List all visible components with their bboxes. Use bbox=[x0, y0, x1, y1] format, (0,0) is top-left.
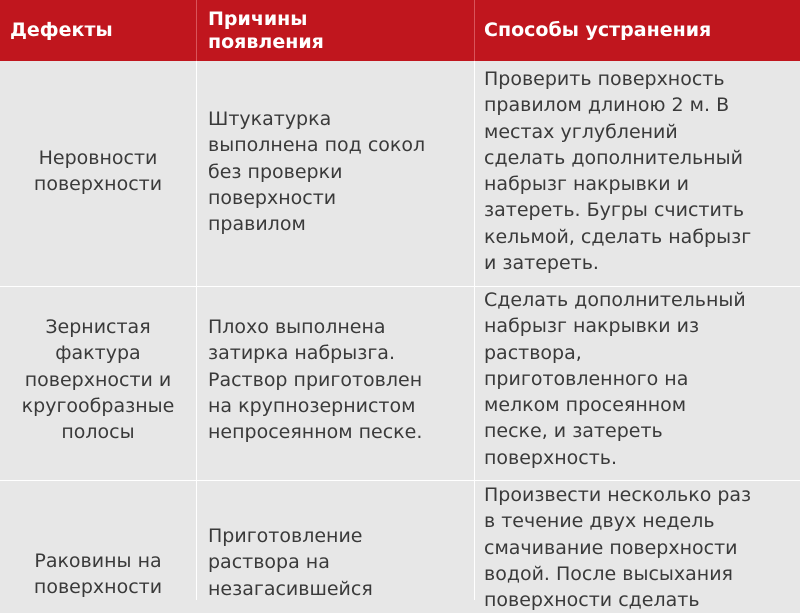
defect-cell bbox=[2, 314, 194, 445]
remedy-text-line: раствора, bbox=[484, 341, 582, 364]
remedy-text-line: и затереть. bbox=[484, 252, 599, 275]
remedy-text-line: водой. После высыхания bbox=[484, 562, 733, 585]
cause-cell bbox=[208, 523, 470, 602]
remedy-text-line: поверхности сделать bbox=[484, 589, 700, 612]
cause-text-line: Штукатурка bbox=[208, 108, 332, 130]
defect-text-line: полосы bbox=[61, 421, 135, 444]
table-header bbox=[0, 0, 800, 61]
defect-text-line: Неровности bbox=[38, 147, 158, 169]
remedy-text-line: сделать дополнительный bbox=[484, 146, 743, 169]
remedy-text-line: приготовленного на bbox=[484, 367, 689, 390]
remedy-cell bbox=[484, 66, 794, 276]
header-causes-label-line1: Причины bbox=[208, 7, 308, 30]
defect-cell bbox=[2, 145, 194, 198]
remedy-text-line: песке, и затереть bbox=[484, 420, 663, 443]
cause-text-line: поверхности bbox=[208, 186, 337, 209]
defect-text-line: фактура bbox=[55, 342, 141, 365]
header-causes bbox=[208, 0, 468, 61]
remedy-text-line: правилом длиною 2 м. В bbox=[484, 94, 730, 117]
header-divider bbox=[474, 0, 475, 61]
cause-text-line: незагасившейся bbox=[208, 577, 373, 600]
remedy-text-line: поверхность. bbox=[484, 446, 618, 469]
remedy-text-line: затереть. Бугры счистить bbox=[484, 199, 745, 222]
header-defects bbox=[10, 0, 190, 61]
header-divider bbox=[196, 0, 197, 61]
cause-text-line: раствора на bbox=[208, 551, 330, 574]
remedy-text-line: набрызг накрывки из bbox=[484, 315, 700, 338]
remedy-text-line: мелком просеянном bbox=[484, 394, 687, 417]
cause-text-line: без проверки bbox=[208, 160, 343, 183]
remedy-text-line: Проверить поверхность bbox=[484, 68, 725, 90]
remedy-cell bbox=[484, 287, 794, 471]
cause-text-line: Приготовление bbox=[208, 525, 363, 547]
remedy-text-line: Сделать дополнительный bbox=[484, 289, 746, 311]
remedy-text-line: смачивание поверхности bbox=[484, 536, 738, 559]
header-remedies-label: Способы устранения bbox=[484, 19, 712, 41]
remedy-text-line: местах углублений bbox=[484, 120, 678, 143]
remedy-text-line: набрызг накрывки и bbox=[484, 173, 689, 196]
defect-text-line: кругообразные bbox=[21, 394, 175, 417]
cause-text-line: затирка набрызга. bbox=[208, 342, 395, 365]
defect-text-line: поверхности bbox=[33, 576, 163, 599]
remedy-text-line: в течение двух недель bbox=[484, 510, 715, 533]
defect-text-line: поверхности и bbox=[24, 368, 172, 391]
defect-text-line: Раковины на bbox=[34, 550, 162, 572]
defect-text-line: Зернистая bbox=[45, 316, 151, 338]
column-divider bbox=[474, 61, 475, 600]
column-divider bbox=[196, 61, 197, 600]
remedy-cell bbox=[484, 482, 794, 613]
cause-text-line: выполнена под сокол bbox=[208, 134, 426, 157]
cause-cell bbox=[208, 106, 470, 237]
cause-text-line: правилом bbox=[208, 213, 306, 236]
cause-text-line: непросеянном песке. bbox=[208, 421, 423, 444]
header-remedies bbox=[484, 0, 794, 61]
header-causes-label-line2: появления bbox=[208, 30, 324, 53]
remedy-text-line: кельмой, сделать набрызг bbox=[484, 225, 752, 248]
header-defects-label: Дефекты bbox=[10, 19, 113, 41]
defect-cell bbox=[2, 548, 194, 601]
defect-text-line: поверхности bbox=[33, 173, 163, 196]
remedy-text-line: Произвести несколько раз bbox=[484, 484, 752, 506]
cause-text-line: на крупнозернистом bbox=[208, 394, 416, 417]
cause-text-line: Плохо выполнена bbox=[208, 316, 386, 338]
cause-cell bbox=[208, 314, 470, 445]
row-divider bbox=[0, 480, 800, 481]
cause-text-line: Раствор приготовлен bbox=[208, 368, 423, 391]
